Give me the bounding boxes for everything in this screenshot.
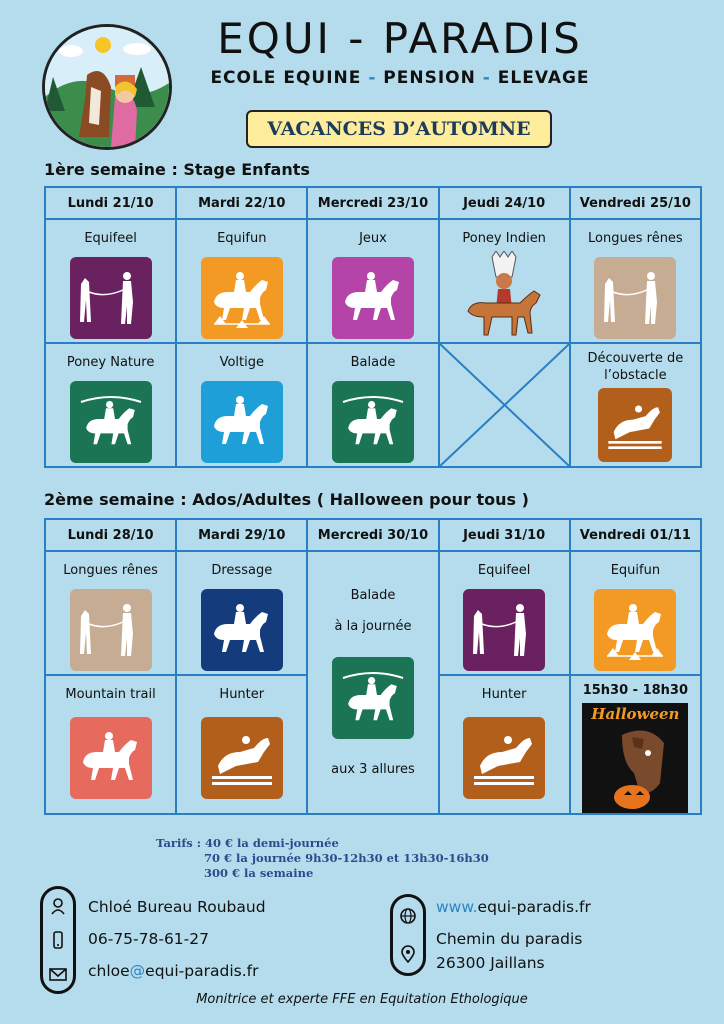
activity-label: Equifeel bbox=[84, 231, 137, 246]
merged-activity-line2: à la journée bbox=[334, 619, 412, 634]
contact-phone[interactable]: 06-75-78-61-27 bbox=[88, 930, 209, 948]
activity-label: Longues rênes bbox=[588, 231, 683, 246]
week2-cell-mardi-2 bbox=[176, 675, 307, 814]
poney-indien-icon bbox=[462, 251, 546, 339]
hunter-icon bbox=[463, 717, 545, 799]
subtitle-part-2: PENSION bbox=[383, 68, 476, 88]
mountain-trail-icon bbox=[70, 717, 152, 799]
week2-cell-mardi-1 bbox=[176, 551, 307, 675]
web-prefix: www. bbox=[436, 898, 478, 916]
subtitle-part-3: ELEVAGE bbox=[497, 68, 590, 88]
dressage-icon bbox=[201, 589, 283, 671]
week1-cell-vendredi-1 bbox=[570, 219, 701, 343]
merged-activity-line3: aux 3 allures bbox=[331, 762, 415, 777]
activity-label: Longues rênes bbox=[63, 563, 158, 578]
activity-label: Poney Nature bbox=[66, 355, 155, 370]
longues-renes-icon bbox=[70, 589, 152, 671]
week2-header-row bbox=[45, 519, 701, 551]
week1-title: 1ère semaine : Stage Enfants bbox=[44, 160, 310, 179]
website-link[interactable] bbox=[436, 898, 591, 916]
activity-label: Hunter bbox=[219, 687, 265, 702]
obstacle-icon bbox=[598, 388, 672, 462]
longues-renes-icon bbox=[594, 257, 676, 339]
activity-label: Découverte de l’obstacle bbox=[587, 351, 684, 383]
subtitle-separator-1: - bbox=[368, 68, 377, 88]
week1-cell-vendredi-2 bbox=[570, 343, 701, 467]
globe-icon bbox=[399, 907, 417, 925]
week1-cell-jeudi-2-empty bbox=[439, 343, 570, 467]
week1-day-5: Vendredi 25/10 bbox=[570, 187, 701, 219]
week2-title: 2ème semaine : Ados/Adultes ( Halloween pour tous ) bbox=[44, 490, 529, 509]
equifeel-icon bbox=[463, 589, 545, 671]
activity-label: Equifun bbox=[610, 563, 661, 578]
week2-day-1: Lundi 28/10 bbox=[45, 519, 176, 551]
week2-day-3: Mercredi 30/10 bbox=[307, 519, 438, 551]
address-line-2: 26300 Jaillans bbox=[436, 954, 545, 972]
activity-label: Voltige bbox=[219, 355, 264, 370]
balade-icon bbox=[332, 657, 414, 739]
week1-row-2 bbox=[45, 343, 701, 467]
voltige-icon bbox=[201, 381, 283, 463]
pricing-line-2: 70 € la journée 9h30-12h30 et 13h30-16h30 bbox=[204, 851, 489, 865]
activity-label: Mountain trail bbox=[65, 687, 156, 702]
week1-day-4: Jeudi 24/10 bbox=[439, 187, 570, 219]
week1-cell-jeudi-1 bbox=[439, 219, 570, 343]
week1-cell-mardi-2 bbox=[176, 343, 307, 467]
week1-cell-mardi-1 bbox=[176, 219, 307, 343]
equifeel-icon bbox=[70, 257, 152, 339]
logo bbox=[42, 24, 172, 150]
email-domain: equi-paradis.fr bbox=[145, 962, 259, 980]
week1-day-1: Lundi 21/10 bbox=[45, 187, 176, 219]
activity-label: Equifun bbox=[217, 231, 267, 246]
week1-row-1 bbox=[45, 219, 701, 343]
week2-day-4: Jeudi 31/10 bbox=[439, 519, 570, 551]
week1-cell-lundi-2 bbox=[45, 343, 176, 467]
halloween-text: Halloween bbox=[591, 705, 680, 723]
email-at: @ bbox=[129, 962, 146, 980]
contact-name: Chloé Bureau Roubaud bbox=[88, 898, 266, 916]
week1-cell-mercredi-1 bbox=[307, 219, 438, 343]
week2-cell-lundi-1 bbox=[45, 551, 176, 675]
activity-label: Dressage bbox=[211, 563, 273, 578]
week2-cell-vendredi-1 bbox=[570, 551, 701, 675]
contact-icons-pill bbox=[40, 886, 76, 994]
balade-icon bbox=[332, 381, 414, 463]
week2-cell-lundi-2 bbox=[45, 675, 176, 814]
poney-nature-icon bbox=[70, 381, 152, 463]
week1-day-2: Mardi 22/10 bbox=[176, 187, 307, 219]
subtitle-separator-2: - bbox=[482, 68, 491, 88]
week1-cell-lundi-1 bbox=[45, 219, 176, 343]
week1-schedule-table bbox=[44, 186, 702, 468]
logo-illustration-icon bbox=[45, 27, 169, 147]
week1-day-3: Mercredi 23/10 bbox=[307, 187, 438, 219]
contact-email[interactable] bbox=[88, 962, 258, 980]
page-subtitle bbox=[190, 68, 610, 88]
week1-cell-mercredi-2 bbox=[307, 343, 438, 467]
jeux-icon bbox=[332, 257, 414, 339]
activity-label: Hunter bbox=[481, 687, 527, 702]
holiday-banner: VACANCES D’AUTOMNE bbox=[246, 110, 552, 148]
location-pin-icon bbox=[399, 945, 417, 963]
week2-cell-vendredi-2 bbox=[570, 675, 701, 814]
phone-icon bbox=[49, 931, 67, 949]
activity-label: Equifeel bbox=[477, 563, 531, 578]
person-icon bbox=[49, 897, 67, 915]
pricing-line-3: 300 € la semaine bbox=[204, 866, 314, 880]
week2-schedule-table bbox=[44, 518, 702, 815]
halloween-time: 15h30 - 18h30 bbox=[582, 683, 689, 698]
equifun-icon bbox=[594, 589, 676, 671]
page-title: EQUI - PARADIS bbox=[217, 14, 583, 63]
week2-cell-mercredi-merged bbox=[307, 551, 438, 814]
activity-label: Poney Indien bbox=[462, 231, 546, 246]
activity-label: Balade bbox=[350, 355, 396, 370]
hunter-icon bbox=[201, 717, 283, 799]
week2-day-2: Mardi 29/10 bbox=[176, 519, 307, 551]
equifun-icon bbox=[201, 257, 283, 339]
pricing-line-1: Tarifs : 40 € la demi-journée bbox=[156, 836, 339, 850]
week1-header-row bbox=[45, 187, 701, 219]
address-line-1: Chemin du paradis bbox=[436, 930, 583, 948]
mail-icon bbox=[49, 965, 67, 983]
email-user: chloe bbox=[88, 962, 130, 980]
week2-cell-jeudi-1 bbox=[439, 551, 570, 675]
activity-label: Jeux bbox=[359, 231, 387, 246]
pricing-block bbox=[156, 836, 489, 881]
merged-activity-line1: Balade bbox=[350, 588, 396, 603]
cross-icon bbox=[440, 344, 569, 466]
week2-row-1 bbox=[45, 551, 701, 675]
week2-cell-jeudi-2 bbox=[439, 675, 570, 814]
week2-day-5: Vendredi 01/11 bbox=[570, 519, 701, 551]
web-domain: equi-paradis.fr bbox=[477, 898, 591, 916]
halloween-horse-icon bbox=[582, 703, 688, 813]
footer-tagline: Monitrice et experte FFE en Equitation Ethologique bbox=[196, 992, 528, 1007]
subtitle-part-1: ECOLE EQUINE bbox=[210, 68, 362, 88]
location-icons-pill bbox=[390, 894, 426, 976]
